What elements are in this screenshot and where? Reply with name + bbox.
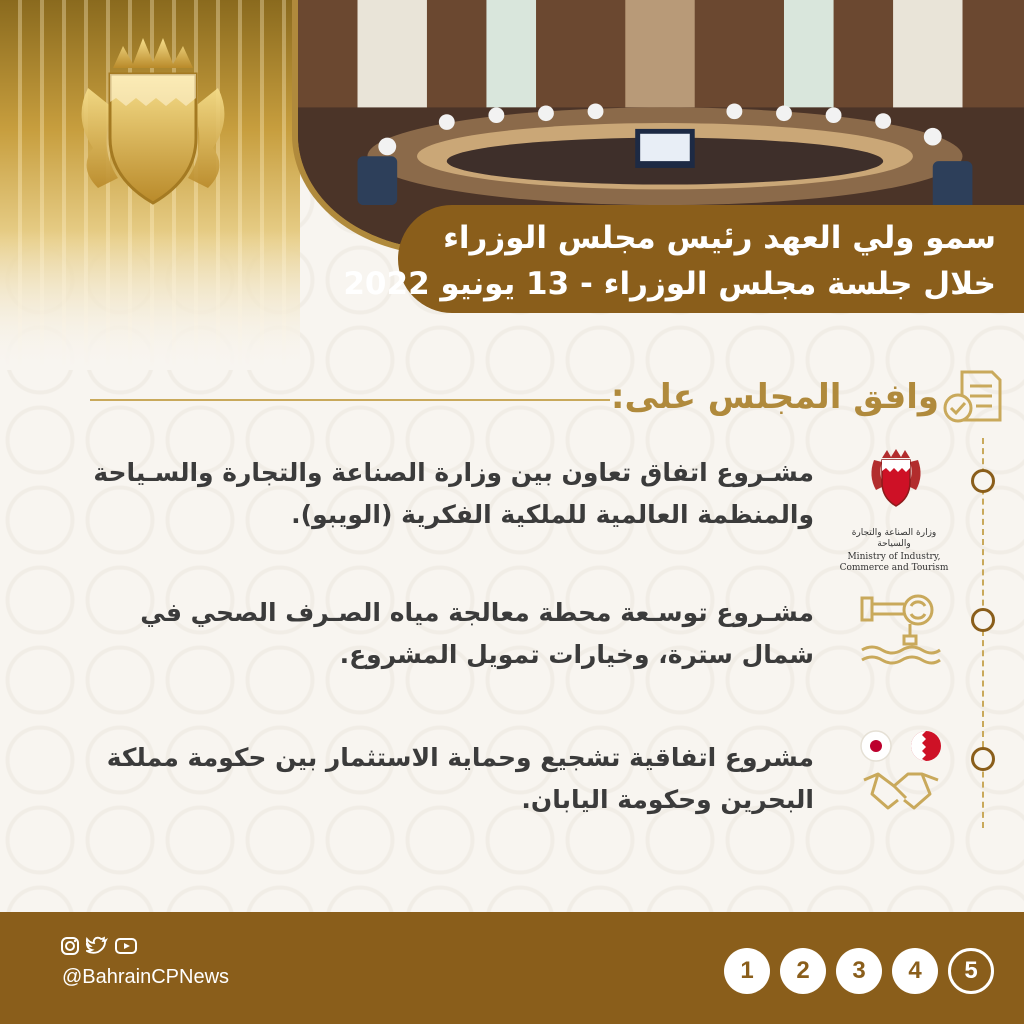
page-button-2[interactable]: 2 [780, 948, 826, 994]
timeline-dot-1 [971, 469, 995, 493]
title-line-2: خلال جلسة مجلس الوزراء - 13 يونيو 2022 [343, 266, 996, 302]
youtube-icon[interactable] [114, 936, 138, 956]
twitter-icon[interactable] [86, 936, 108, 956]
ministry-caption [838, 528, 950, 574]
ministry-logo-icon [866, 446, 926, 510]
section-heading: وافق المجلس على: [610, 377, 939, 417]
item-3-text: مشروع اتفاقية تشجيع وحماية الاستثمار بين حكومة مملكة البحرين وحكومة اليابان. [106, 743, 814, 814]
water-treatment-icon [860, 590, 942, 670]
ministry-caption-ar: وزارة الصناعة والتجارة والسياحة [851, 528, 937, 549]
timeline-dot-2 [971, 608, 995, 632]
ministry-caption-en-1: Ministry of Industry, [847, 552, 941, 562]
page-button-3[interactable]: 3 [836, 948, 882, 994]
handshake-flags-icon [858, 728, 944, 818]
page-button-1[interactable]: 1 [724, 948, 770, 994]
ministry-caption-en-2: Commerce and Tourism [839, 563, 949, 573]
timeline-dot-3 [971, 747, 995, 771]
approved-document-icon [940, 366, 1004, 426]
emblem-panel [0, 0, 300, 370]
page-indicator [724, 948, 994, 994]
item-1-text: مشـروع اتفاق تعاون بين وزارة الصناعة والتجارة والسـياحة والمنظمة العالمية للملكية الفكرية (الويبو). [93, 458, 814, 529]
page-button-4[interactable]: 4 [892, 948, 938, 994]
twitter-handle[interactable]: @BahrainCPNews [62, 966, 230, 988]
item-2-text: مشـروع توسـعة محطة معالجة مياه الصـرف الصحي في شمال سترة، وخيارات تمويل المشروع. [140, 598, 814, 669]
bahrain-emblem-icon [68, 28, 238, 218]
page-button-5-current[interactable]: 5 [948, 948, 994, 994]
title-line-1: سمو ولي العهد رئيس مجلس الوزراء [443, 220, 996, 256]
title-banner [343, 205, 1024, 313]
heading-divider [90, 399, 610, 401]
instagram-icon[interactable] [60, 936, 80, 956]
social-icons [60, 936, 138, 958]
